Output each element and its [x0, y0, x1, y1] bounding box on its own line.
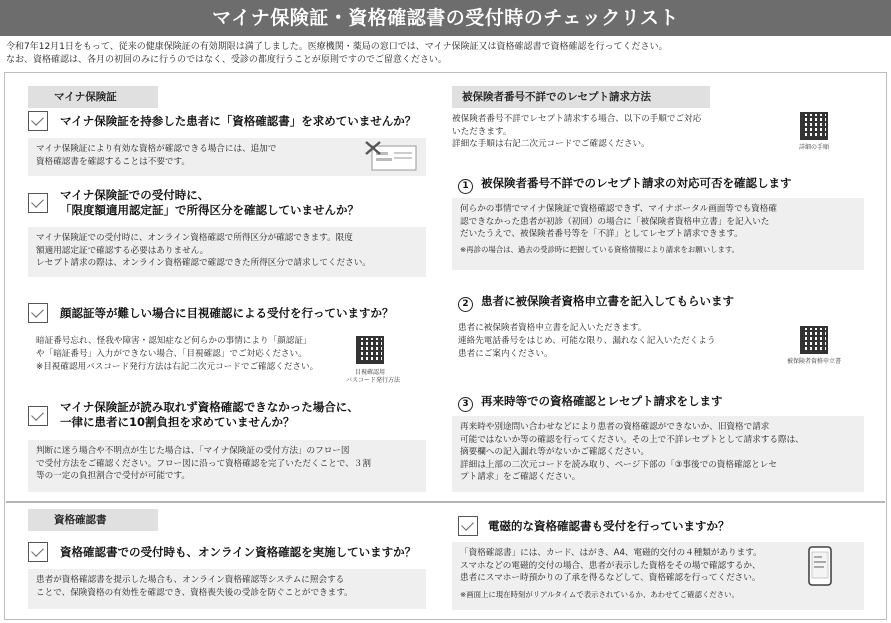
- qr-caption: [346, 369, 401, 384]
- card-illustration-icon: [364, 140, 418, 172]
- answer-line: マイナ保険証により有効な資格が確認できる場合には、追加で: [36, 144, 277, 154]
- section-tag-qualification-cert: 資格確認書: [28, 509, 158, 531]
- check-question: [60, 188, 359, 218]
- answer-line: や「暗証番号」入力ができない場合、「目視確認」でご対応ください。: [36, 349, 307, 359]
- intro-line: 詳細な手順は右記二次元コードでご確認ください。: [452, 139, 650, 149]
- checkbox-icon: [28, 303, 48, 323]
- qr-caption-line: バスコード発行方法: [346, 376, 401, 384]
- step-heading: [458, 294, 734, 312]
- check-question: [60, 400, 359, 430]
- answer-line: スマホなどの電磁的交付の場合、患者が表示した資格をその場で確認するか、: [460, 560, 761, 571]
- checkbox-icon: [458, 516, 478, 536]
- qr-caption: 詳細の手順: [798, 144, 829, 151]
- checkbox-icon: [28, 542, 48, 562]
- answer-line: 暗証番号忘れ、怪我や障害・認知症など何らかの事情により「顔認証」: [36, 336, 312, 346]
- answer-box: [28, 227, 426, 277]
- claim-intro: [452, 113, 782, 151]
- step-heading: [458, 176, 792, 194]
- checkbox-icon: [28, 111, 48, 131]
- answer-line: マイナ保険証での受付時に、オンライン資格確認で所得区分が確認できます。限度: [36, 233, 353, 243]
- step-line: 詳細は上部の二次元コードを読み取り、ページ下部の「③事後での資格確認とレセ: [460, 459, 777, 470]
- step-heading: [458, 394, 723, 412]
- step-line: 可能ではないか等の確認を行ってください。その上で不詳レセプトとして請求する際は、: [460, 434, 804, 445]
- answer-line: レセプト請求の際は、オンライン資格確認で確認できた所得区分で請求してください。: [36, 258, 371, 268]
- step-number: 1: [458, 179, 473, 194]
- smartphone-icon: [808, 546, 832, 586]
- intro-line: 被保険者番号不詳でレセプト請求する場合、以下の手順でご対応: [452, 114, 702, 124]
- section-tag-mynainsurance: マイナ保険証: [28, 86, 158, 108]
- step-line: 何らかの事情でマイナ保険証で資格確認できず、マイナポータル画面等でも資格確: [460, 204, 777, 214]
- step-title: 被保険者番号不詳でのレセプト請求の対応可否を確認します: [481, 176, 792, 190]
- step-box: [452, 198, 864, 270]
- question-line: 一律に患者に10割負担を求めていませんか？: [60, 415, 295, 429]
- intro-line: なお、資格確認は、各月の初回のみに行うのではなく、受診の都度行うことが原則ですのでご留意ください。: [6, 54, 447, 65]
- answer-line: 資格確認書を確認することは不要です。: [36, 156, 191, 167]
- step-line: 認できなかった患者が初診（初回）の場合に「被保険者資格申立書」を記入いた: [460, 216, 770, 227]
- answer-box: [452, 542, 864, 610]
- step-number: 3: [458, 397, 473, 412]
- answer-note: ※目視確認用バスコード発行方法は右記二次元コードでご確認ください。: [36, 362, 319, 372]
- check-question: 電磁的な資格確認書も受付を行っていますか？: [488, 519, 730, 533]
- answer-line: 患者にスマホー時預かりの了承を得るなどして、資格確認を行ってください。: [460, 573, 761, 583]
- section-divider: [6, 501, 885, 503]
- step-number: 2: [458, 297, 473, 312]
- check-question: 資格確認書での受付時も、オンライン資格確認を実施していますか？: [60, 545, 417, 559]
- page-title: マイナ保険証・資格確認書の受付時のチェックリスト: [0, 0, 891, 36]
- answer-line: ことで、保険資格の有効性を確認でき、資格喪失後の受診を防ぐことができます。: [36, 587, 353, 598]
- qr-code-icon: [800, 112, 828, 140]
- qr-code-icon: [800, 326, 828, 354]
- intro-line: いただきます。: [452, 126, 512, 137]
- question-line: マイナ保険証が読み取れず資格確認できなかった場合に、: [60, 400, 359, 414]
- checkbox-icon: [28, 193, 48, 213]
- step-box: [452, 416, 864, 492]
- intro-text: [6, 41, 886, 66]
- qr-caption-line: 目視確認用: [354, 369, 385, 376]
- answer-box: [28, 440, 426, 492]
- step-line: だいたうえで、被保険者番号等を「不詳」としてレセプト請求できます。: [460, 229, 743, 239]
- step-note: ※再診の場合は、過去の受診時に把握している資格情報により請求をお願いします。: [460, 244, 740, 254]
- answer-line: 額適用認定証で確認する必要はありません。: [36, 245, 209, 256]
- step-line: プト請求」をご確認ください。: [460, 472, 581, 482]
- answer-line: 等の一定の負担割合で受付が可能です。: [36, 471, 191, 481]
- question-line: 「限度額適用認定証」で所得区分を確認していませんか？: [60, 203, 359, 217]
- answer-box: [28, 569, 426, 609]
- step-title: 再来時等での資格確認とレセプト請求をします: [481, 394, 723, 408]
- question-line: マイナ保険証での受付時に、: [60, 188, 210, 202]
- step-line: 再来時や別途問い合わせなどにより患者の資格確認ができないか、旧資格で請求: [460, 422, 770, 432]
- step-line: 患者にご案内ください。: [458, 349, 553, 359]
- answer-note: ※画面上に現在時刻がリアルタイムで表示されているか、あわせてご確認ください。: [460, 589, 739, 599]
- section-tag-unknown-number-claim: 被保険者番号不詳でのレセプト請求方法: [452, 86, 710, 108]
- check-question: 顔認証等が難しい場合に目視確認による受付を行っていますか？: [60, 306, 394, 320]
- checkbox-icon: [28, 406, 48, 426]
- answer-line: 患者が資格確認書を提示した場合も、オンライン資格確認等システムに照会する: [36, 575, 345, 585]
- step-line: 患者に被保険者資格申立書を記入いただきます。: [458, 323, 647, 333]
- qr-code-icon: [356, 336, 384, 364]
- check-question: マイナ保険証を持参した患者に「資格確認書」を求めていませんか？: [60, 114, 417, 128]
- answer-line: 「資格確認書」には、カード、はがき、A4、電磁的交付の４種類があります。: [460, 548, 762, 558]
- qr-caption: 被保険者資格申立書: [786, 358, 841, 365]
- answer-line: で受付方法をご確認ください。フロー図に沿って資格確認を完了いただくことで、３割: [36, 458, 371, 469]
- step-title: 患者に被保険者資格申立書を記入してもらいます: [481, 294, 734, 308]
- answer-line: 判断に迷う場合や不明点が生じた場合は、「マイナ保険証の受付方法」のフロー図: [36, 446, 350, 456]
- step-line: 連絡先電話番号をはじめ、可能な限り、漏れなく記入いただくよう: [458, 336, 716, 346]
- intro-line: 令和7年12月1日をもって、従来の健康保険証の有効期限は満了しました。医療機関・薬局の窓口では、マイナ保険証又は資格確認書で資格確認を行ってください。: [6, 42, 668, 52]
- step-line: 摘要欄への記入漏れ等がないかご確認ください。: [460, 447, 650, 457]
